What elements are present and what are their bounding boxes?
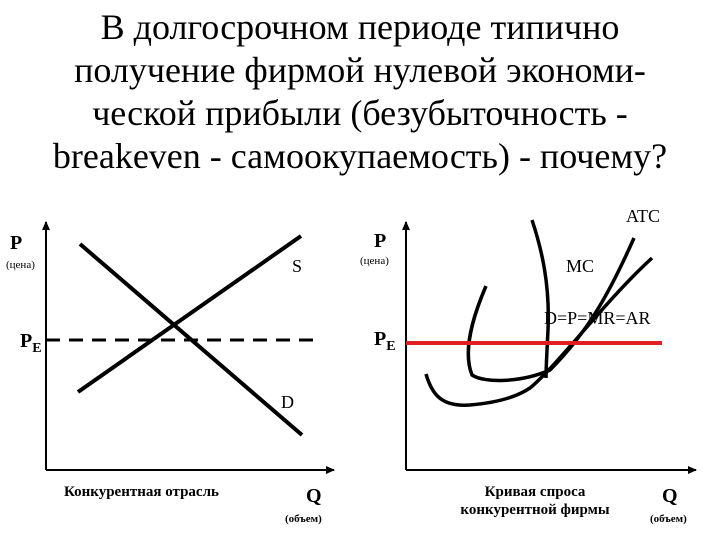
industry-equilibrium-price-subscript: E <box>32 341 42 356</box>
firm-mc-curve <box>532 220 548 378</box>
firm-caption-line-2: конкурентной фирмы <box>460 502 610 518</box>
title-line-4: breakeven - самоокупаемость) - почему? <box>52 136 668 176</box>
firm-equilibrium-price-subscript: E <box>386 339 396 354</box>
firm-atc-curve-inner <box>426 258 652 405</box>
firm-y-axis-label: P <box>374 230 387 252</box>
firm-atc-label: ATC <box>626 206 661 226</box>
industry-supply-curve <box>78 236 301 392</box>
firm-x-axis-label: Q <box>662 485 678 507</box>
industry-equilibrium-price-label: $P_E$ <box>20 330 42 356</box>
firm-equilibrium-price-label: $P_E$ <box>374 328 396 354</box>
title-line-3: ческой прибыли (безубыточность - <box>92 93 628 133</box>
firm-demand-line-label: D=P=MR=AR <box>544 308 651 328</box>
industry-demand-label: D <box>281 392 294 412</box>
industry-x-axis-label: Q <box>306 485 322 507</box>
industry-y-axis-label: P <box>10 232 23 254</box>
industry-chart <box>6 222 334 525</box>
title-line-2: получение фирмой нулевой экономи- <box>74 50 646 90</box>
firm-caption-line-1: Кривая спроса <box>484 484 586 500</box>
industry-y-axis-sublabel: (цена) <box>6 259 35 271</box>
firm-chart <box>360 206 696 525</box>
firm-mc-label: MC <box>566 256 595 276</box>
title-line-1: В долгосрочном периоде типично <box>100 7 620 47</box>
industry-supply-label: S <box>292 256 303 276</box>
industry-caption: Конкурентная отрасль <box>64 484 219 500</box>
firm-y-axis-sublabel: (цена) <box>360 255 389 267</box>
industry-x-axis-sublabel: (объем) <box>285 513 322 525</box>
firm-x-axis-sublabel: (объем) <box>650 513 687 525</box>
